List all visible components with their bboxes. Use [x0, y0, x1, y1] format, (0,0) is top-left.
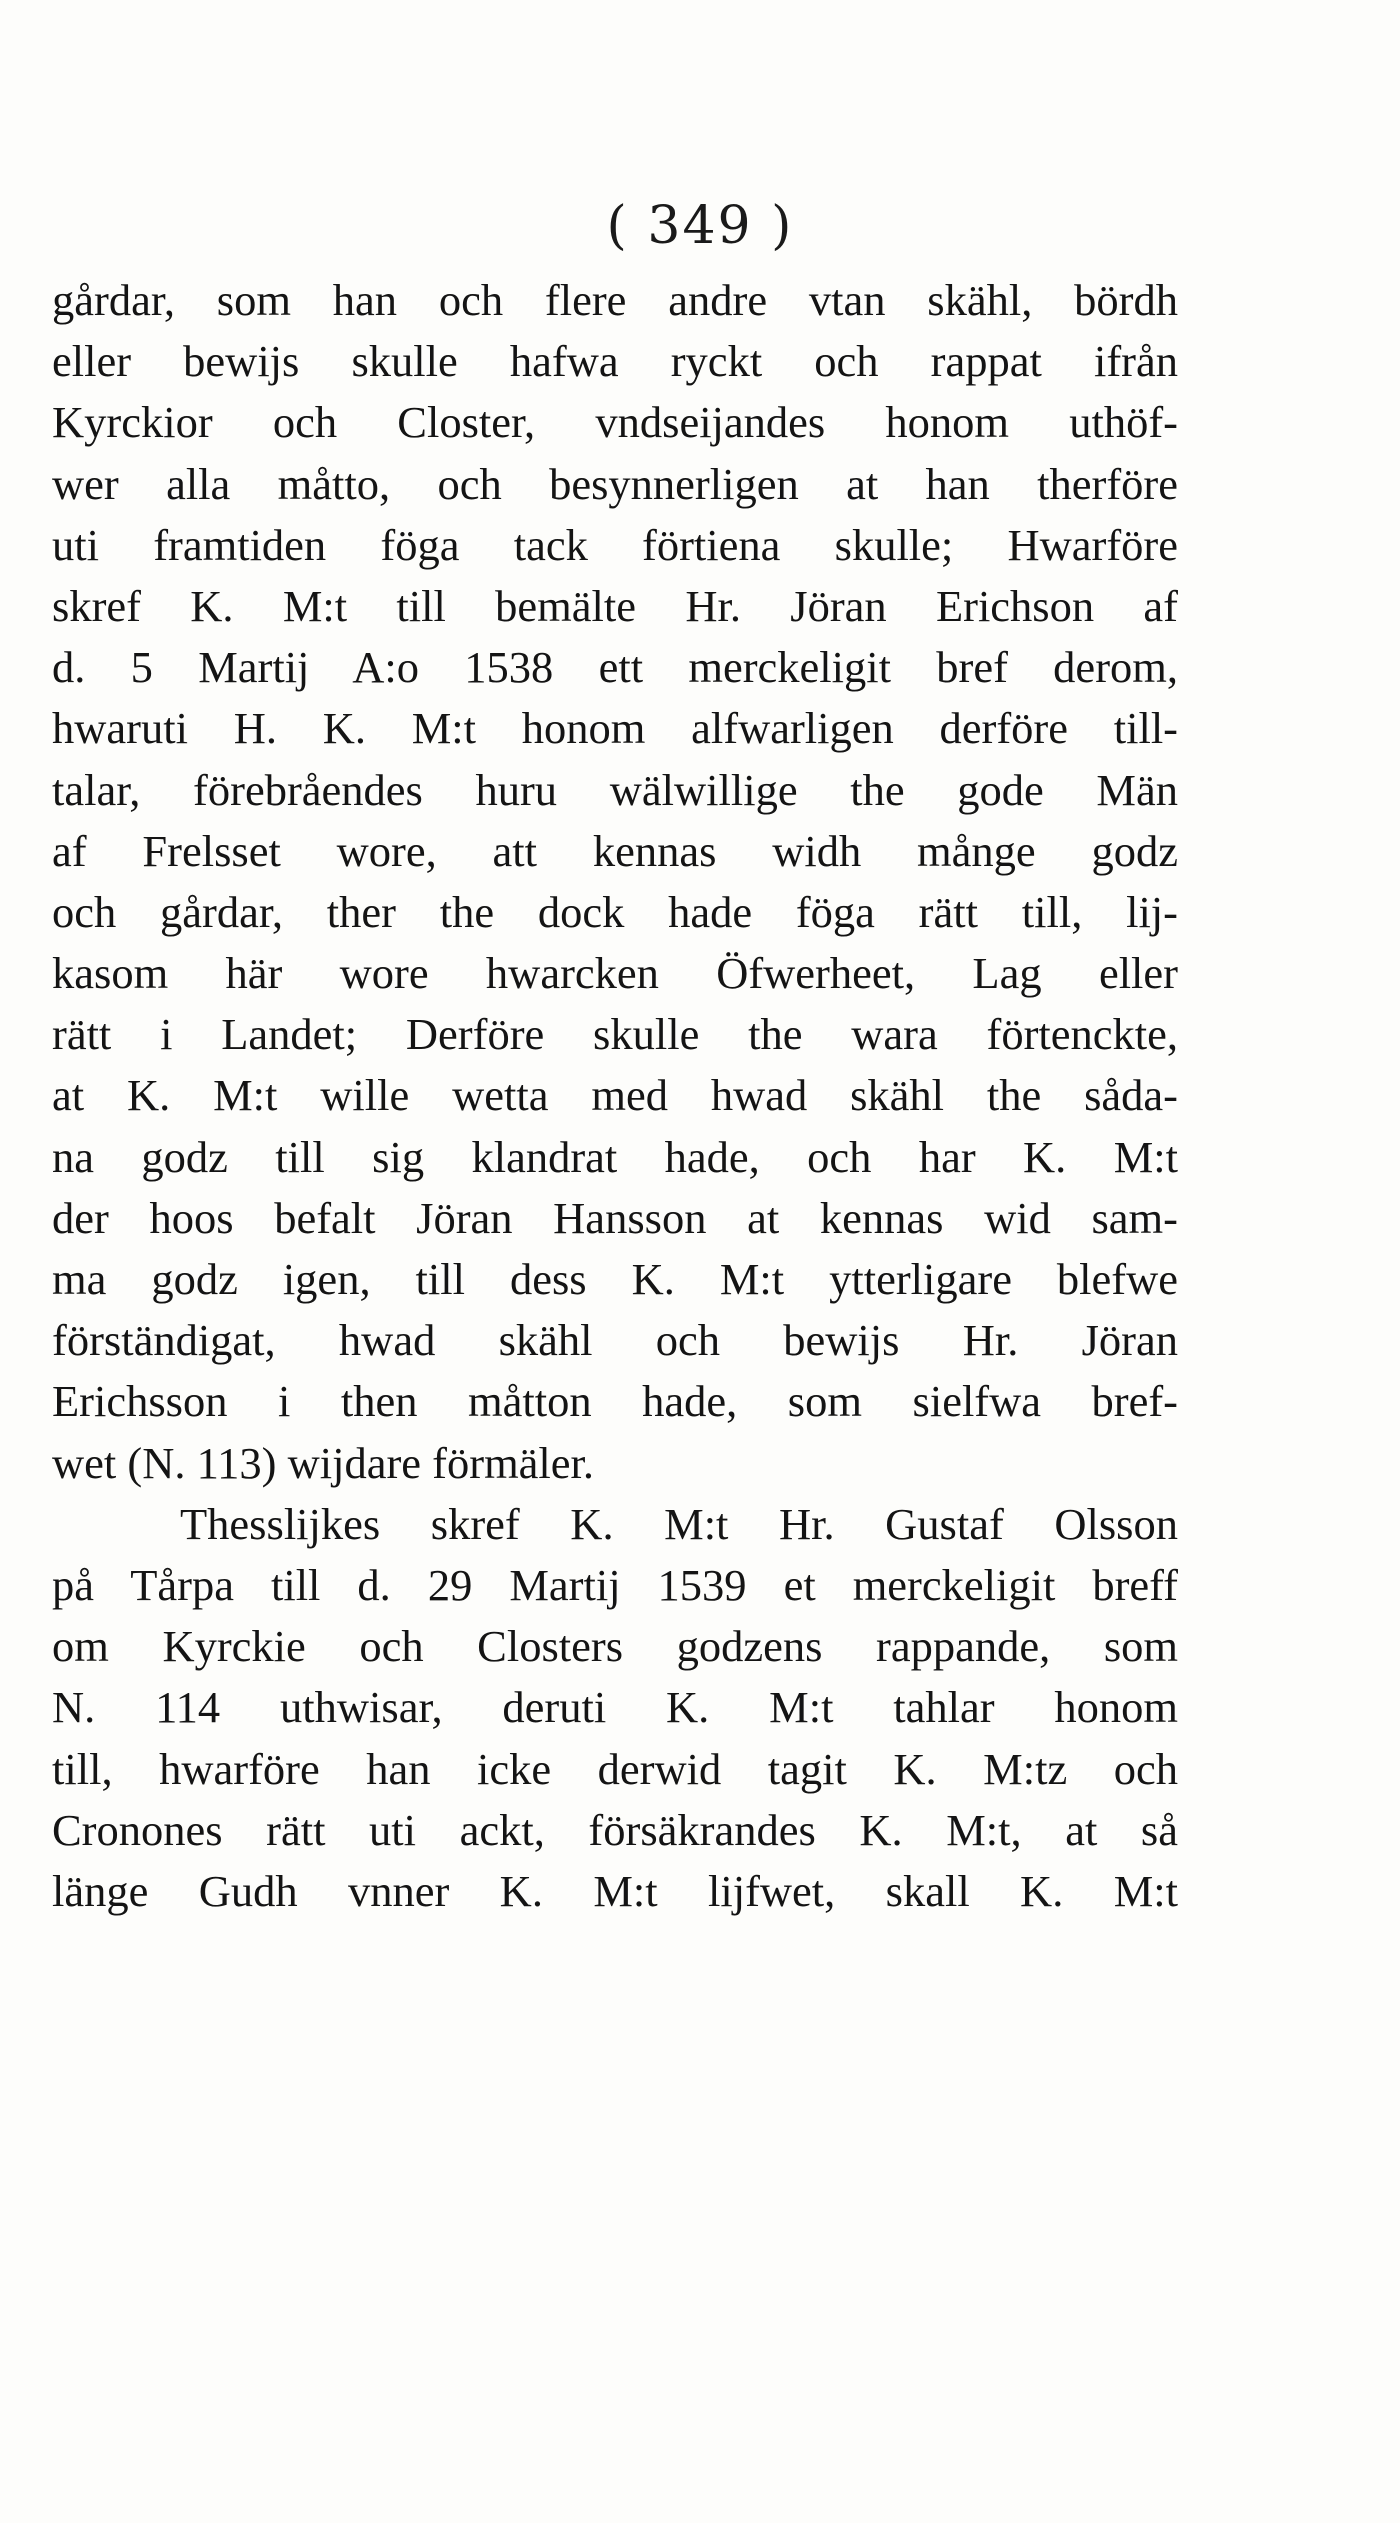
text-line: d. 5 Martij A:o 1538 ett merckeligit bref derom,: [52, 642, 1178, 693]
paragraph-end-line: wet (N. 113) wijdare förmäler.: [52, 1437, 595, 1488]
text-line: skref K. M:t till bemälte Hr. Jöran Erichson af: [52, 580, 1178, 631]
text-line: Kyrckior och Closter, vndseijandes honom uthöf-: [52, 397, 1178, 448]
paragraph-start-line: Thesslijkes skref K. M:t Hr. Gustaf Olsson: [180, 1498, 1178, 1549]
text-line: ma godz igen, till dess K. M:t ytterligare blefwe: [52, 1254, 1178, 1304]
text-line: kasom här wore hwarcken Öfwerheet, Lag eller: [52, 948, 1178, 999]
text-line: eller bewijs skulle hafwa ryckt och rappat ifrån: [52, 336, 1178, 387]
text-line: och gårdar, ther the dock hade föga rätt till, lij-: [52, 886, 1178, 937]
page-number: ( 349 ): [606, 196, 794, 256]
text-line: på Tårpa till d. 29 Martij 1539 et merckeligit breff: [52, 1559, 1178, 1610]
text-line: till, hwarföre han icke derwid tagit K. M:tz och: [52, 1743, 1178, 1794]
text-line: om Kyrckie och Closters godzens rappande, som: [52, 1621, 1178, 1672]
text-line: länge Gudh vnner K. M:t lijfwet, skall K. M:t: [52, 1865, 1178, 1916]
text-line: der hoos befalt Jöran Hansson at kennas wid sam-: [52, 1192, 1178, 1243]
text-line: rätt i Landet; Derföre skulle the wara förtenckte,: [52, 1009, 1178, 1060]
text-line: wer alla måtto, och besynnerligen at han therföre: [52, 458, 1178, 509]
text-line: N. 114 uthwisar, deruti K. M:t tahlar honom: [52, 1682, 1178, 1733]
text-line: af Frelsset wore, att kennas widh månge godz: [52, 825, 1178, 876]
text-line: na godz till sig klandrat hade, och har K. M:t: [52, 1131, 1178, 1182]
body-text: [52, 270, 1178, 1922]
text-line: talar, förebråendes huru wälwillige the gode Män: [52, 764, 1178, 815]
text-line: at K. M:t wille wetta med hwad skähl the såda-: [52, 1070, 1178, 1121]
text-line: Erichsson i then måtton hade, som sielfwa bref-: [52, 1376, 1178, 1427]
text-line: hwaruti H. K. M:t honom alfwarligen derföre till-: [52, 703, 1178, 754]
text-line: uti framtiden föga tack förtiena skulle; Hwarföre: [52, 519, 1178, 570]
text-line: gårdar, som han och flere andre vtan skähl, bördh: [52, 275, 1178, 325]
text-line: förständigat, hwad skähl och bewijs Hr. Jöran: [52, 1315, 1178, 1366]
text-line: Cronones rätt uti ackt, försäkrandes K. M:t, at så: [52, 1804, 1178, 1855]
